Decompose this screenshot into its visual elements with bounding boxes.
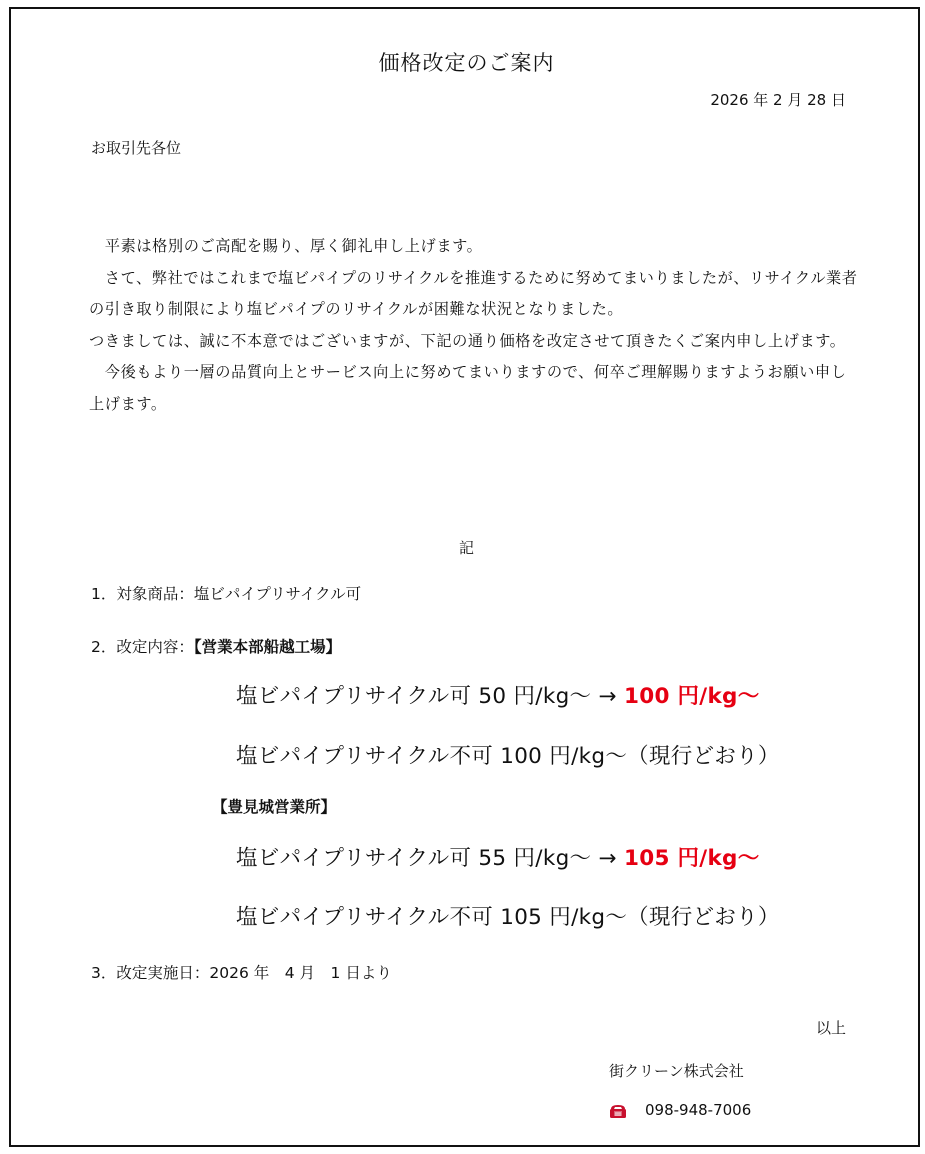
paragraph-closing-request: 今後もより一層の品質向上とサービス向上に努めてまいりますので、何卒ご理解賜りますようお願い申し上げます。 (89, 363, 847, 413)
phone-contact (609, 1101, 751, 1119)
item3-value: 2026 年 4 月 1 日より (209, 964, 392, 982)
item1-label: 1．対象商品： (91, 585, 194, 603)
price-line-funakoshi-nonrecyclable: 塩ビパイプリサイクル不可 100 円/kg～（現行どおり） (236, 744, 780, 769)
price-line-tomigusuku-nonrecyclable: 塩ビパイプリサイクル不可 105 円/kg～（現行どおり） (236, 905, 780, 930)
price-line-funakoshi-recyclable (236, 679, 760, 710)
document-date: 2026 年 2 月 28 日 (710, 91, 846, 109)
item-revision-content (91, 635, 341, 657)
price-new-tomigusuku: 105 円/kg～ (623, 846, 760, 871)
paragraph-announcement: つきましては、誠に不本意ではございますが、下記の通り価格を改定させて頂きたくご案内申し上げます。 (89, 331, 846, 350)
closing-mark: 以上 (815, 1019, 846, 1037)
price-old-tomigusuku: 塩ビパイプリサイクル可 55 円/kg～ → (236, 846, 624, 871)
item-effective-date (91, 961, 392, 983)
item3-label: 3．改定実施日： (91, 964, 210, 982)
addressee: お取引先各位 (91, 139, 182, 157)
location-tomigusuku: 【豊見城営業所】 (212, 798, 337, 816)
item-target-product (91, 582, 361, 604)
document-title: 価格改定のご案内 (378, 51, 555, 75)
ki-heading: 記 (458, 539, 474, 557)
location-funakoshi: 【営業本部船越工場】 (193, 638, 342, 656)
body-text (89, 231, 859, 421)
item2-label: 2．改定内容： (91, 638, 194, 656)
price-line-tomigusuku-recyclable (236, 841, 760, 872)
telephone-icon (609, 1104, 627, 1118)
price-new-funakoshi: 100 円/kg～ (623, 684, 760, 709)
paragraph-greeting: 平素は格別のご高配を賜り、厚く御礼申し上げます。 (89, 237, 483, 255)
phone-number: 098-948-7006 (645, 1101, 752, 1119)
price-old-funakoshi: 塩ビパイプリサイクル可 50 円/kg～ → (236, 684, 624, 709)
document-page (9, 7, 920, 1147)
paragraph-reason: さて、弊社ではこれまで塩ビパイプのリサイクルを推進するために努めてまいりましたが、リサイクル業者の引き取り制限により塩ビパイプのリサイクルが困難な状況となりました。 (89, 268, 858, 319)
item1-value: 塩ビパイプリサイクル可 (193, 585, 362, 603)
company-name: 街クリーン株式会社 (609, 1062, 744, 1080)
